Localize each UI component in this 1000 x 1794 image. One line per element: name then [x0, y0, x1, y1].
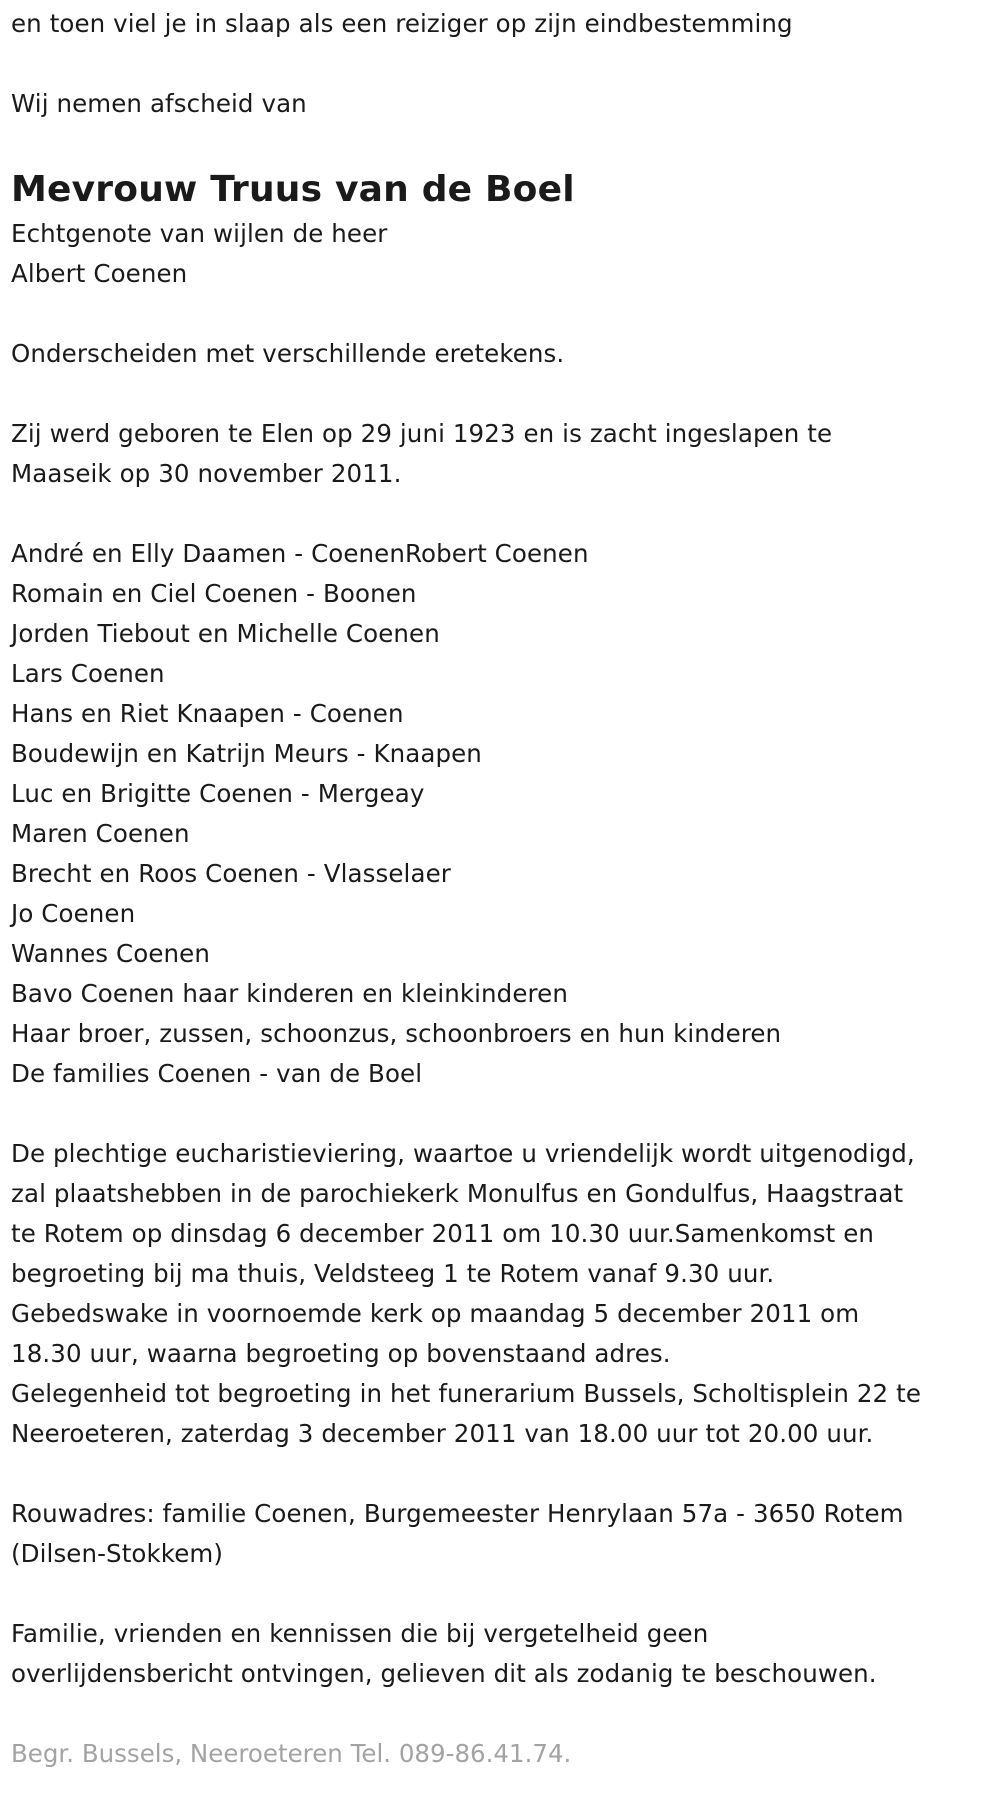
- family-member: Brecht en Roos Coenen - Vlasselaer: [11, 859, 451, 888]
- ceremony-line: 18.30 uur, waarna begroeting op bovenstaand adres.: [11, 1339, 671, 1368]
- spacer: [11, 1454, 989, 1494]
- family-member: Hans en Riet Knaapen - Coenen: [11, 699, 404, 728]
- spacer: [11, 494, 989, 534]
- family-member: Lars Coenen: [11, 659, 165, 688]
- closing-line: Familie, vrienden en kennissen die bij vergetelheid geen: [11, 1619, 709, 1648]
- spacer: [11, 1094, 989, 1134]
- obituary-notice: [0, 4, 1000, 1794]
- family-list: [11, 534, 989, 1094]
- closing-line: overlijdensbericht ontvingen, gelieven dit als zodanig te beschouwen.: [11, 1659, 877, 1688]
- family-member: Maren Coenen: [11, 819, 190, 848]
- birth-death-line: Zij werd geboren te Elen op 29 juni 1923 en is zacht ingeslapen te: [11, 419, 833, 448]
- ceremony-line: zal plaatshebben in de parochiekerk Monulfus en Gondulfus, Haagstraat: [11, 1179, 904, 1208]
- family-member: Wannes Coenen: [11, 939, 210, 968]
- birth-death-line: Maaseik op 30 november 2011.: [11, 459, 402, 488]
- family-member: Haar broer, zussen, schoonzus, schoonbroers en hun kinderen: [11, 1019, 782, 1048]
- family-member: Romain en Ciel Coenen - Boonen: [11, 579, 417, 608]
- spacer: [11, 1574, 989, 1614]
- spacer: [11, 124, 989, 164]
- deceased-name: Mevrouw Truus van de Boel: [11, 169, 575, 210]
- family-member: Boudewijn en Katrijn Meurs - Knaapen: [11, 739, 482, 768]
- ceremony-line: Gebedswake in voornoemde kerk op maandag 5 december 2011 om: [11, 1299, 860, 1328]
- mourning-address-line: (Dilsen-Stokkem): [11, 1539, 223, 1568]
- ceremony-line: Neeroeteren, zaterdag 3 december 2011 van 18.00 uur tot 20.00 uur.: [11, 1419, 874, 1448]
- family-member: Jo Coenen: [11, 899, 136, 928]
- family-member: De families Coenen - van de Boel: [11, 1059, 423, 1088]
- mourning-address-line: Rouwadres: familie Coenen, Burgemeester Henrylaan 57a - 3650 Rotem: [11, 1499, 904, 1528]
- spacer: [11, 44, 989, 84]
- ceremony-line: Gelegenheid tot begroeting in het funerarium Bussels, Scholtisplein 22 te: [11, 1379, 922, 1408]
- family-member: André en Elly Daamen - CoenenRobert Coenen: [11, 539, 589, 568]
- opening-quote: en toen viel je in slaap als een reiziger op zijn eindbestemming: [11, 9, 793, 38]
- spouse-line: Albert Coenen: [11, 259, 188, 288]
- spacer: [11, 1694, 989, 1734]
- intro-text: Wij nemen afscheid van: [11, 89, 307, 118]
- ceremony-line: De plechtige eucharistieviering, waartoe u vriendelijk wordt uitgenodigd,: [11, 1139, 915, 1168]
- family-member: Jorden Tiebout en Michelle Coenen: [11, 619, 440, 648]
- spacer: [11, 374, 989, 414]
- ceremony-line: te Rotem op dinsdag 6 december 2011 om 10.30 uur.Samenkomst en: [11, 1219, 875, 1248]
- family-member: Bavo Coenen haar kinderen en kleinkinderen: [11, 979, 568, 1008]
- spouse-line: Echtgenote van wijlen de heer: [11, 219, 388, 248]
- family-member: Luc en Brigitte Coenen - Mergeay: [11, 779, 425, 808]
- honors-text: Onderscheiden met verschillende eretekens.: [11, 339, 565, 368]
- spacer: [11, 294, 989, 334]
- ceremony-details: [11, 1134, 989, 1454]
- funeral-home-footer: Begr. Bussels, Neeroeteren Tel. 089-86.41.74.: [11, 1739, 572, 1768]
- ceremony-line: begroeting bij ma thuis, Veldsteeg 1 te Rotem vanaf 9.30 uur.: [11, 1259, 775, 1288]
